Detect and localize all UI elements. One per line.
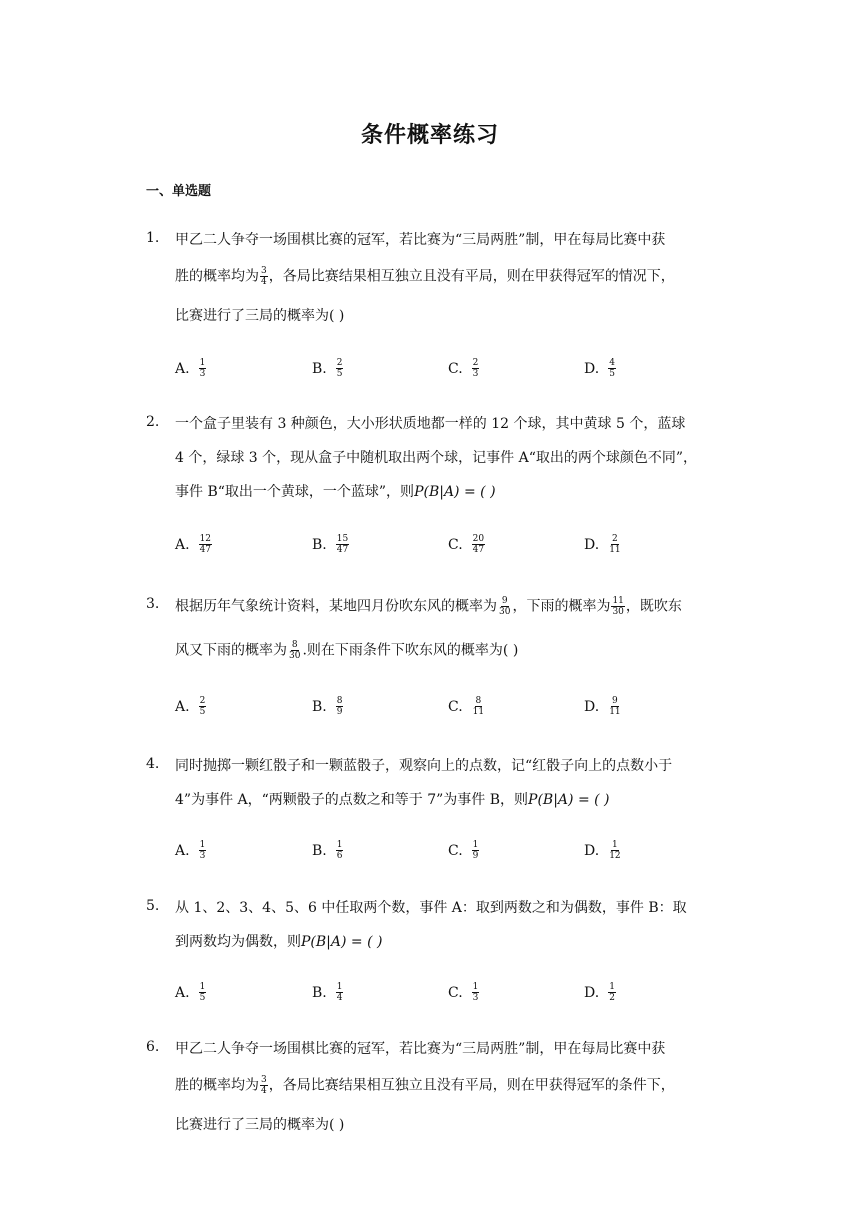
option-label: D. (584, 984, 600, 1001)
option-a[interactable] (175, 534, 213, 555)
question-text-line: 比赛进行了三局的概率为( ) (175, 308, 345, 324)
fraction (472, 696, 485, 717)
option-label: C. (448, 698, 463, 715)
fraction-denominator: 30 (499, 607, 511, 617)
fraction-denominator: 9 (336, 707, 343, 717)
fraction-denominator: 9 (472, 851, 479, 861)
fraction-denominator: 2 (609, 993, 615, 1003)
fraction (336, 982, 344, 1003)
question-text-line: 同时抛掷一颗红骰子和一颗蓝骰子，观察向上的点数，记“红骰子向上的点数小于 (175, 758, 673, 774)
fraction-numerator: 4 (609, 358, 615, 368)
text-fragment: 风又下雨的概率为 (175, 642, 287, 659)
fraction (199, 696, 207, 717)
question-text-line: 4 个，绿球 3 个，现从盒子中随机取出两个球，记事件 A“取出的两个球颜色不同”， (175, 450, 698, 466)
option-d[interactable] (584, 534, 623, 555)
fraction (260, 266, 268, 287)
fraction (336, 358, 344, 379)
option-label: C. (448, 984, 463, 1001)
option-label: B. (312, 698, 327, 715)
question-text-line (175, 596, 682, 617)
fraction-denominator: 5 (199, 993, 206, 1003)
fraction-numerator: 2 (612, 534, 618, 544)
option-a[interactable] (175, 696, 207, 717)
option-label: A. (175, 842, 190, 859)
question-text-line (175, 790, 610, 810)
fraction-denominator: 11 (472, 707, 485, 717)
fraction (608, 840, 621, 861)
text-fragment: 胜的概率均为 (175, 268, 259, 285)
fraction-denominator: 47 (336, 545, 349, 555)
fraction-denominator: 5 (336, 369, 343, 379)
option-label: C. (448, 842, 463, 859)
fraction-denominator: 47 (472, 545, 485, 555)
question-text-line: 甲乙二人争夺一场围棋比赛的冠军，若比赛为“三局两胜”制，甲在每局比赛中获 (175, 1041, 666, 1057)
fraction (336, 534, 349, 555)
option-label: D. (584, 360, 600, 377)
fraction-numerator: 1 (612, 840, 618, 850)
fraction-denominator: 11 (609, 545, 621, 555)
option-a[interactable] (175, 982, 207, 1003)
text-fragment: 胜的概率均为 (175, 1077, 259, 1094)
option-c[interactable] (448, 358, 480, 379)
option-d[interactable] (584, 358, 617, 379)
option-label: B. (312, 842, 327, 859)
options-row (175, 534, 735, 564)
fraction-numerator: 1 (199, 840, 206, 850)
fraction-denominator: 3 (472, 369, 479, 379)
fraction (199, 534, 212, 555)
fraction-numerator: 9 (501, 596, 508, 606)
fraction-denominator: 30 (612, 607, 624, 617)
options-row (175, 840, 735, 870)
question-text-line (175, 266, 675, 287)
text-fragment: ，各局比赛结果相互独立且没有平局，则在甲获得冠军的情况下， (268, 268, 675, 285)
question-text-line: 甲乙二人争夺一场围棋比赛的冠军，若比赛为“三局两胜”制，甲在每局比赛中获 (175, 232, 666, 248)
fraction-numerator: 8 (336, 696, 343, 706)
fraction (608, 534, 621, 555)
option-c[interactable] (448, 696, 486, 717)
option-label: B. (312, 984, 327, 1001)
question-text-line (175, 1075, 675, 1096)
fraction (199, 840, 207, 861)
option-d[interactable] (584, 840, 623, 861)
question-number: 4. (146, 756, 160, 772)
fraction (608, 358, 616, 379)
fraction (288, 640, 301, 661)
fraction-numerator: 1 (336, 840, 343, 850)
option-label: A. (175, 698, 190, 715)
option-c[interactable] (448, 840, 480, 861)
option-label: A. (175, 984, 190, 1001)
option-b[interactable] (312, 358, 344, 379)
fraction-numerator: 8 (291, 640, 298, 650)
option-b[interactable] (312, 840, 344, 861)
fraction-numerator: 9 (612, 696, 618, 706)
option-c[interactable] (448, 534, 486, 555)
fraction-numerator: 2 (336, 358, 343, 368)
option-c[interactable] (448, 982, 480, 1003)
fraction (260, 1075, 268, 1096)
fraction (472, 982, 480, 1003)
text-fragment: 事件 B“取出一个黄球，一个蓝球”，则 (175, 484, 415, 500)
fraction-numerator: 3 (261, 1075, 267, 1085)
fraction-denominator: 3 (472, 993, 479, 1003)
text-fragment: ，既吹东 (625, 598, 682, 615)
fraction-denominator: 4 (261, 1086, 267, 1096)
fraction-numerator: 15 (336, 534, 349, 544)
option-label: C. (448, 360, 463, 377)
fraction (199, 358, 207, 379)
fraction-numerator: 2 (472, 358, 479, 368)
fraction-numerator: 1 (199, 982, 206, 992)
question-text-line: 一个盒子里装有 3 种颜色，大小形状质地都一样的 12 个球，其中黄球 5 个，蓝球 (175, 416, 686, 432)
option-d[interactable] (584, 982, 617, 1003)
fraction (611, 596, 624, 617)
question-text-line (175, 640, 518, 661)
fraction-denominator: 5 (199, 707, 206, 717)
fraction (336, 696, 344, 717)
fraction (472, 840, 480, 861)
text-fragment: .则在下雨条件下吹东风的概率为( ) (302, 642, 519, 659)
math-expression: P(B|A) = ( ) (414, 484, 496, 500)
text-fragment: ，各局比赛结果相互独立且没有平局，则在甲获得冠军的条件下， (268, 1077, 675, 1094)
text-fragment: 4”为事件 A，“两颗骰子的点数之和等于 7”为事件 B，则 (175, 792, 529, 808)
question-text-line (175, 932, 382, 952)
fraction-numerator: 20 (472, 534, 485, 544)
option-a[interactable] (175, 358, 207, 379)
fraction-denominator: 11 (609, 707, 621, 717)
question-text-line (175, 482, 496, 502)
option-label: B. (312, 536, 327, 553)
fraction-denominator: 5 (609, 369, 615, 379)
question-number: 2. (146, 414, 160, 430)
fraction (336, 840, 344, 861)
math-expression: P(B|A) = ( ) (301, 934, 383, 950)
fraction (472, 534, 485, 555)
fraction-numerator: 1 (199, 358, 206, 368)
option-a[interactable] (175, 840, 207, 861)
option-label: A. (175, 360, 190, 377)
option-label: C. (448, 536, 463, 553)
options-row (175, 696, 735, 726)
option-d[interactable] (584, 696, 623, 717)
fraction-numerator: 1 (609, 982, 615, 992)
option-label: D. (584, 698, 600, 715)
fraction (199, 982, 207, 1003)
question-number: 5. (146, 898, 160, 914)
fraction-denominator: 4 (261, 277, 267, 287)
fraction (608, 982, 616, 1003)
fraction (472, 358, 480, 379)
page-title: 条件概率练习 (360, 123, 499, 148)
fraction-denominator: 6 (336, 851, 343, 861)
fraction-denominator: 3 (199, 369, 206, 379)
question-number: 6. (146, 1039, 160, 1055)
text-fragment: ，下雨的概率为 (512, 598, 611, 615)
fraction-numerator: 3 (261, 266, 267, 276)
option-b[interactable] (312, 696, 344, 717)
math-expression: P(B|A) = ( ) (528, 792, 610, 808)
option-label: D. (584, 536, 600, 553)
option-b[interactable] (312, 534, 350, 555)
fraction-denominator: 30 (289, 651, 301, 661)
fraction (498, 596, 511, 617)
option-label: B. (312, 360, 327, 377)
fraction-numerator: 1 (472, 840, 479, 850)
options-row (175, 358, 735, 388)
option-label: D. (584, 842, 600, 859)
fraction-denominator: 4 (336, 993, 343, 1003)
fraction-denominator: 12 (609, 851, 621, 861)
option-label: A. (175, 536, 190, 553)
question-text-line: 比赛进行了三局的概率为( ) (175, 1117, 345, 1133)
options-row (175, 982, 735, 1012)
fraction-numerator: 1 (472, 982, 479, 992)
fraction-numerator: 11 (612, 596, 624, 606)
fraction-denominator: 47 (199, 545, 212, 555)
option-b[interactable] (312, 982, 344, 1003)
fraction-numerator: 8 (475, 696, 482, 706)
question-text-line: 从 1、2、3、4、5、6 中任取两个数，事件 A：取到两数之和为偶数，事件 B：取 (175, 900, 687, 916)
question-number: 3. (146, 596, 160, 612)
text-fragment: 根据历年气象统计资料，某地四月份吹东风的概率为 (175, 598, 497, 615)
fraction-numerator: 12 (199, 534, 212, 544)
section-heading: 一、单选题 (146, 184, 212, 199)
fraction (608, 696, 621, 717)
fraction-denominator: 3 (199, 851, 206, 861)
text-fragment: 到两数均为偶数，则 (175, 934, 301, 950)
fraction-numerator: 1 (336, 982, 343, 992)
fraction-numerator: 2 (199, 696, 206, 706)
question-number: 1. (146, 230, 160, 246)
